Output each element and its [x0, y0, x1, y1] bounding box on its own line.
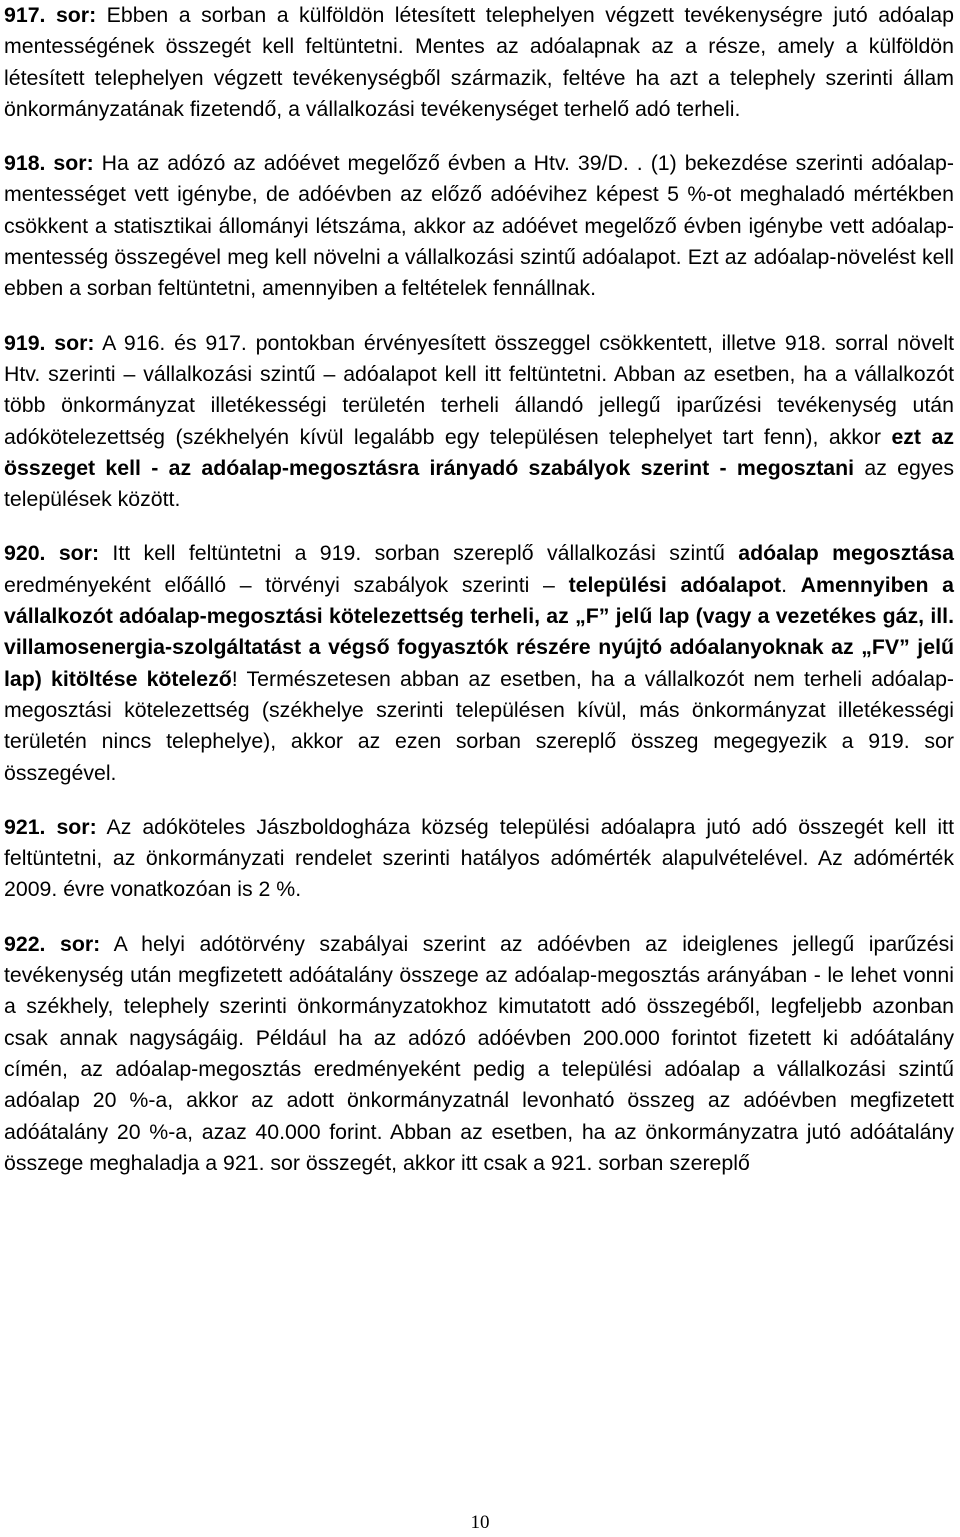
text-run: ! Természetesen abban az esetben, ha a vállalkozót nem terheli adóalap-megosztási kötelezettség (székhelye szerinti településen kívül, más önkormányzat illetékességi területén nincs telephelye), akkor az ezen sorban szereplő összeg megegyezik a 919. sor összegével.: [4, 666, 954, 785]
text-run: Ebben a sorban a külföldön létesített telephelyen végzett tevékenységre jutó adóalap mentességének összegét kell feltüntetni. Mentes az adóalapnak az a része, amely a külföldön létesített telephelyen végzett tevékenységből származik, feltéve ha azt a telephely szerinti állam önkormányzatának fizetendő, a vállalkozási tevékenységet terhelő adó terheli.: [4, 3, 954, 121]
bold-text-run: 921.: [4, 814, 46, 839]
bold-text-run: 922.: [4, 931, 46, 956]
bold-text-run: sor:: [45, 3, 97, 27]
paragraph-gap: [4, 906, 954, 929]
text-run: az egyes települések között.: [4, 455, 954, 512]
paragraph-row-920: [4, 538, 954, 788]
text-run: A helyi adótörvény szabályai szerint az adóévben az ideiglenes jellegű iparűzési tevékenység után megfizetett adóátalány összege az adóalap-megosztás arányában - le lehet vonni a székhely, telephely szerinti önkormányzatokhoz kimutatott adó összegéből, legfeljebb azonban csak annak nagyságáig. Például ha az adózó adóévben 200.000 forintot fizetett ki adóátalány címén, az adóalap-megosztás eredményeként pedig a települési adóalap a vállalkozási szintű adóalap 20 %-a, akkor az adott önkormányzatnál levonható összeg az adóévben megfizetett adóátalány 20 %-a, azaz 40.000 forint. Abban az esetben, ha az önkormányzatra jutó adóátalány összege meghaladja a 921. sor összegét, akkor itt csak a 921. sorban szereplő: [4, 931, 954, 1175]
text-run: Itt kell feltüntetni a 919. sorban szereplő vállalkozási szintű: [99, 541, 739, 566]
bold-text-run: 917.: [4, 3, 46, 27]
bold-text-run: sor:: [45, 814, 97, 839]
bold-text-run: Amennyiben a vállalkozót adóalap-megosztási kötelezettség terheli, az „F” jelű lap (vagy a vezetékes gáz, ill. villamosenergia-szolgáltatást a végső fogyasztók részére nyújtó adóalanyoknak az „FV” jelű lap) kitöltése kötelező: [4, 572, 954, 691]
paragraph-row-919: [4, 328, 954, 516]
bold-text-run: 918.: [4, 151, 46, 176]
bold-text-run: települési adóalapot: [568, 572, 782, 597]
text-run: Ha az adózó az adóévet megelőző évben a Htv. 39/D. . (1) bekezdése szerinti adóalap-mentességet vett igénybe, de adóévben az előző adóévihez képest 5 %-ot meghaladó mértékben csökkent a statisztikai állományi létszáma, akkor az adóévet megelőző évben igénybe vett adóalap-mentesség összegével meg kell növelni a vállalkozási szintű adóalapot. Ezt az adóalap-növelést kell ebben a sorban feltüntetni, amennyiben a feltételek fennállnak.: [4, 151, 954, 301]
paragraph-gap: [4, 515, 954, 538]
bold-text-run: sor:: [45, 151, 94, 176]
bold-text-run: sor:: [45, 541, 100, 566]
document-page: [4, 0, 954, 1179]
bold-text-run: 920.: [4, 541, 46, 566]
paragraph-row-921: [4, 812, 954, 906]
paragraph-gap: [4, 125, 954, 148]
paragraph-row-922: [4, 929, 954, 1179]
bold-text-run: 919.: [4, 330, 46, 355]
bold-text-run: sor:: [45, 330, 95, 355]
text-run: .: [781, 572, 801, 597]
paragraph-row-918: [4, 148, 954, 304]
paragraph-gap: [4, 305, 954, 328]
paragraph-row-917: [4, 0, 954, 125]
text-run: A 916. és 917. pontokban érvényesített összeggel csökkentett, illetve 918. sorral növelt Htv. szerinti – vállalkozási szintű – adóalapot kell itt feltüntetni. Abban az esetben, ha a vállalkozót több önkormányzat illetékességi területén terheli állandó jellegű iparűzési tevékenység után adókötelezettség (székhelyén kívül legalább egy településen telephelyet tart fenn), akkor: [4, 330, 954, 449]
text-run: eredményeként előálló – törvényi szabályok szerinti –: [4, 572, 569, 597]
bold-text-run: adóalap megosztása: [738, 541, 955, 566]
page-number: 10: [470, 1512, 490, 1533]
text-run: Az adóköteles Jászboldogháza község települési adóalapra jutó adó összegét kell itt feltüntetni, az önkormányzati rendelet szerinti hatályos adómérték alapulvételével. Az adómérték 2009. évre vonatkozóan is 2 %.: [4, 814, 954, 902]
paragraph-gap: [4, 789, 954, 812]
bold-text-run: sor:: [45, 931, 101, 956]
bold-text-run: ezt az összeget kell - az adóalap-megosztásra irányadó szabályok szerint - megosztani: [4, 424, 955, 480]
